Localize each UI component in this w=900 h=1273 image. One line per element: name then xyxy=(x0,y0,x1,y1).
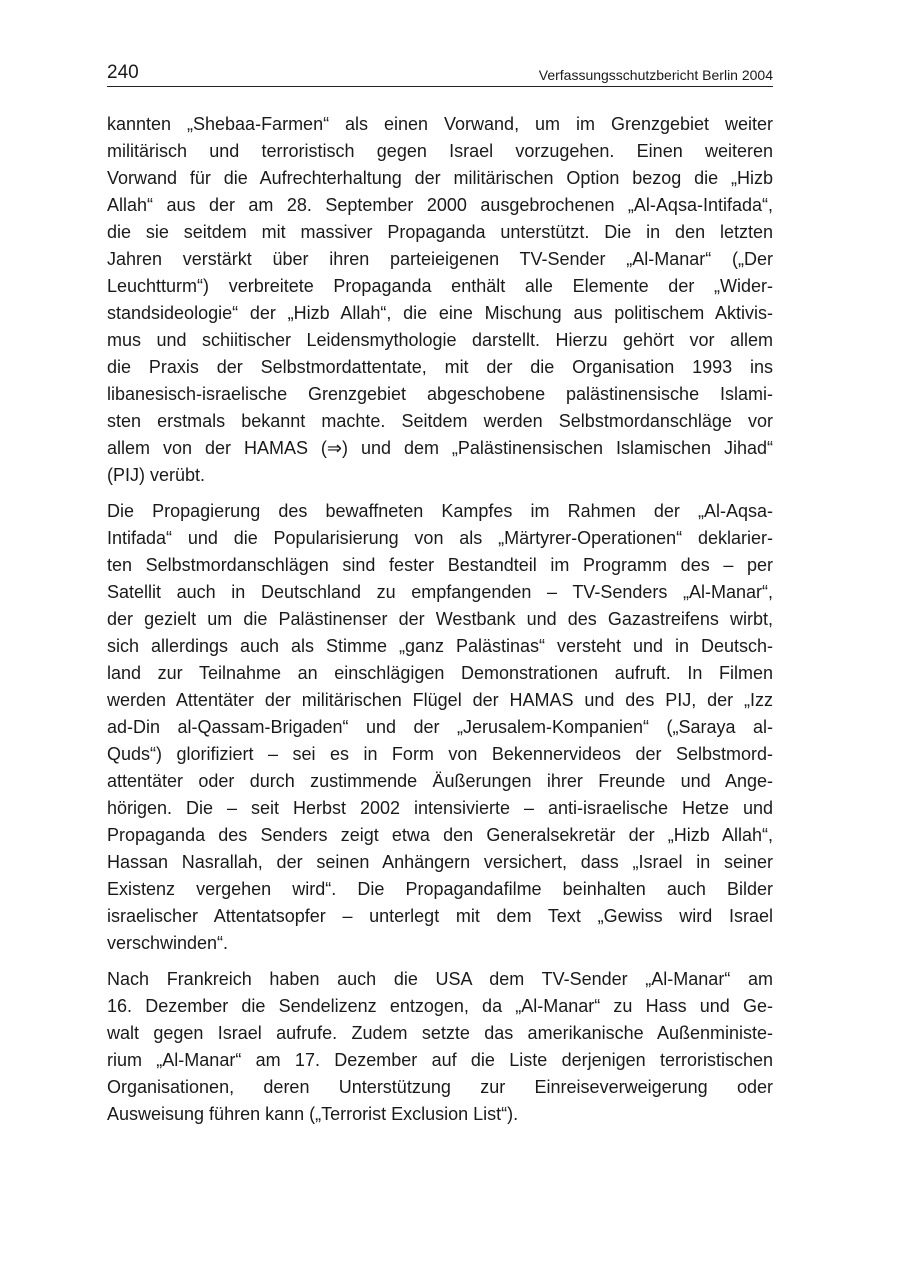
text-line: Die Propagierung des bewaffneten Kampfes im Rahmen der „Al-Aqsa- xyxy=(107,501,773,521)
text-line: ad-Din al-Qassam-Brigaden“ und der „Jerusalem-Kompanien“ („Saraya al- xyxy=(107,717,773,737)
text-line: standsideologie“ der „Hizb Allah“, die eine Mischung aus politischem Aktivis- xyxy=(107,303,773,323)
running-title: Verfassungsschutzbericht Berlin 2004 xyxy=(538,67,773,83)
text-line: der gezielt um die Palästinenser der Westbank und des Gazastreifens wirbt, xyxy=(107,609,773,629)
text-line: sich allerdings auch als Stimme „ganz Palästinas“ versteht und in Deutsch- xyxy=(107,636,773,656)
text-line: hörigen. Die – seit Herbst 2002 intensivierte – anti-israelische Hetze und xyxy=(107,798,773,818)
text-line: Jahren verstärkt über ihren parteieigenen TV-Sender „Al-Manar“ („Der xyxy=(107,249,773,269)
text-line: mus und schiitischer Leidensmythologie darstellt. Hierzu gehört vor allem xyxy=(107,330,773,350)
text-line: libanesisch-israelische Grenzgebiet abgeschobene palästinensische Islami- xyxy=(107,384,773,404)
text-line: Quds“) glorifiziert – sei es in Form von Bekennervideos der Selbstmord- xyxy=(107,744,773,764)
text-line: Satellit auch in Deutschland zu empfangenden – TV-Senders „Al-Manar“, xyxy=(107,582,773,602)
text-line: attentäter oder durch zustimmende Äußerungen ihrer Freunde und Ange- xyxy=(107,771,773,791)
text-line: Existenz vergehen wird“. Die Propagandafilme beinhalten auch Bilder xyxy=(107,879,773,899)
paragraph xyxy=(107,966,773,1128)
text-line: werden Attentäter der militärischen Flügel der HAMAS und des PIJ, der „Izz xyxy=(107,690,773,710)
text-line: 16. Dezember die Sendelizenz entzogen, da „Al-Manar“ zu Hass und Ge- xyxy=(107,996,773,1016)
text-line: allem von der HAMAS (⇒) und dem „Palästinensischen Islamischen Jihad“ xyxy=(107,438,773,458)
text-line: Intifada“ und die Popularisierung von als „Märtyrer-Operationen“ deklarier- xyxy=(107,528,773,548)
text-line: militärisch und terroristisch gegen Israel vorzugehen. Einen weiteren xyxy=(107,141,773,161)
text-line: walt gegen Israel aufrufe. Zudem setzte das amerikanische Außenministe- xyxy=(107,1023,773,1043)
text-line: die sie seitdem mit massiver Propaganda unterstützt. Die in den letzten xyxy=(107,222,773,242)
text-line: sten erstmals bekannt machte. Seitdem werden Selbstmordanschläge vor xyxy=(107,411,773,431)
text-line: ten Selbstmordanschlägen sind fester Bestandteil im Programm des – per xyxy=(107,555,773,575)
text-line: kannten „Shebaa-Farmen“ als einen Vorwand, um im Grenzgebiet weiter xyxy=(107,114,773,134)
text-line: (PIJ) verübt. xyxy=(107,465,206,485)
paragraph xyxy=(107,498,773,957)
text-line: Nach Frankreich haben auch die USA dem TV-Sender „Al-Manar“ am xyxy=(107,969,773,989)
text-line: Ausweisung führen kann („Terrorist Exclusion List“). xyxy=(107,1104,519,1124)
body-text xyxy=(107,111,773,1137)
text-line: verschwinden“. xyxy=(107,933,229,953)
text-line: rium „Al-Manar“ am 17. Dezember auf die Liste derjenigen terroristischen xyxy=(107,1050,773,1070)
text-line: land zur Teilnahme an einschlägigen Demonstrationen aufruft. In Filmen xyxy=(107,663,773,683)
text-line: Leuchtturm“) verbreitete Propaganda enthält alle Elemente der „Wider- xyxy=(107,276,773,296)
page-number: 240 xyxy=(107,62,139,83)
page-header xyxy=(107,58,773,87)
text-line: Vorwand für die Aufrechterhaltung der militärischen Option bezog die „Hizb xyxy=(107,168,773,188)
text-line: Allah“ aus der am 28. September 2000 ausgebrochenen „Al-Aqsa-Intifada“, xyxy=(107,195,773,215)
text-line: Propaganda des Senders zeigt etwa den Generalsekretär der „Hizb Allah“, xyxy=(107,825,773,845)
text-line: die Praxis der Selbstmordattentate, mit der die Organisation 1993 ins xyxy=(107,357,773,377)
text-line: israelischer Attentatsopfer – unterlegt mit dem Text „Gewiss wird Israel xyxy=(107,906,773,926)
paragraph xyxy=(107,111,773,489)
text-line: Organisationen, deren Unterstützung zur Einreiseverweigerung oder xyxy=(107,1077,773,1097)
text-line: Hassan Nasrallah, der seinen Anhängern versichert, dass „Israel in seiner xyxy=(107,852,773,872)
